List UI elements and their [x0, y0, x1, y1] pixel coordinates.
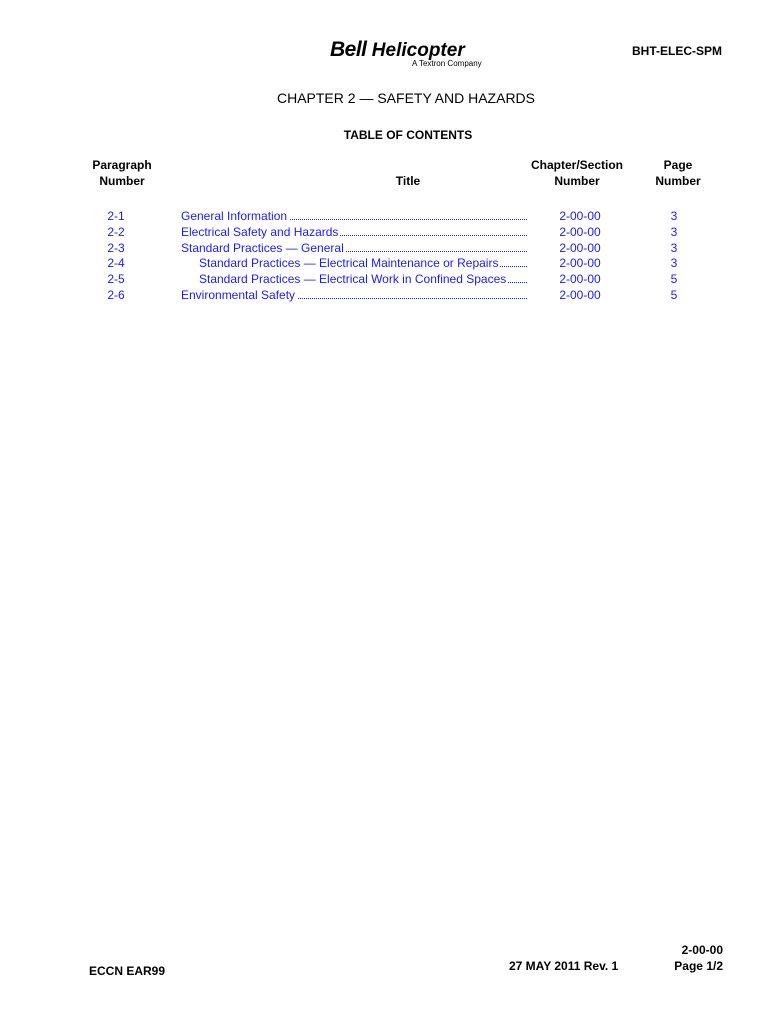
toc-paragraph-number: 2-6	[107, 288, 125, 302]
toc-title-link[interactable]	[199, 272, 527, 286]
logo-product: Helicopter	[371, 40, 465, 61]
footer-date-revision: 27 MAY 2011 Rev. 1	[509, 959, 619, 973]
toc-title-link[interactable]	[181, 241, 527, 255]
toc-row[interactable]	[0, 256, 768, 272]
toc-paragraph-number: 2-5	[107, 272, 125, 286]
toc-paragraph-number: 2-2	[107, 225, 125, 239]
toc-page-number[interactable]: 5	[670, 272, 678, 286]
toc-title-link[interactable]	[199, 256, 527, 270]
toc-paragraph-number: 2-1	[107, 209, 125, 223]
toc-page-number[interactable]: 3	[670, 225, 678, 239]
toc-row[interactable]	[0, 241, 768, 257]
toc-title-link[interactable]	[181, 209, 527, 223]
column-header-section-line2: Number	[554, 174, 600, 188]
column-header-page	[646, 157, 710, 189]
chapter-title: CHAPTER 2 — SAFETY AND HAZARDS	[276, 90, 535, 106]
toc-title-link[interactable]	[181, 288, 527, 302]
toc-row[interactable]	[0, 209, 768, 225]
toc-section-number[interactable]: 2-00-00	[559, 241, 601, 255]
toc-section-number[interactable]: 2-00-00	[559, 272, 601, 286]
footer-page-number: Page 1/2	[674, 959, 723, 973]
toc-page-number[interactable]: 3	[670, 209, 678, 223]
column-header-paragraph	[82, 157, 162, 189]
toc-paragraph-number: 2-4	[107, 256, 125, 270]
column-header-page-line2: Number	[655, 174, 701, 188]
toc-entry-title[interactable]: General Information	[181, 209, 288, 223]
footer-section: 2-00-00	[681, 943, 723, 957]
toc-page-number[interactable]: 5	[670, 288, 678, 302]
toc-entry-title[interactable]: Electrical Safety and Hazards	[181, 225, 339, 239]
column-header-paragraph-line1: Paragraph	[92, 158, 152, 172]
toc-section-number[interactable]: 2-00-00	[559, 225, 601, 239]
footer-eccn: ECCN EAR99	[89, 964, 166, 978]
toc-row[interactable]	[0, 272, 768, 288]
toc-row[interactable]	[0, 225, 768, 241]
column-header-title: Title	[395, 174, 421, 188]
toc-title: TABLE OF CONTENTS	[343, 128, 473, 142]
bell-helicopter-logo	[330, 38, 490, 72]
toc-row[interactable]	[0, 288, 768, 304]
toc-section-number[interactable]: 2-00-00	[559, 288, 601, 302]
column-header-section-line1: Chapter/Section	[530, 158, 623, 172]
toc-entry-title[interactable]: Environmental Safety	[181, 288, 296, 302]
toc-paragraph-number: 2-3	[107, 241, 125, 255]
toc-page-number[interactable]: 3	[670, 256, 678, 270]
toc-entry-title[interactable]: Standard Practices — Electrical Work in Confined Spaces	[199, 272, 507, 286]
column-header-paragraph-line2: Number	[99, 174, 145, 188]
toc-page-number[interactable]: 3	[670, 241, 678, 255]
toc-title-link[interactable]	[181, 225, 527, 239]
document-id: BHT-ELEC-SPM	[632, 44, 722, 58]
toc-section-number[interactable]: 2-00-00	[559, 256, 601, 270]
column-header-section	[521, 157, 633, 189]
logo-tagline: A Textron Company	[412, 59, 482, 68]
column-header-page-line1: Page	[663, 158, 693, 172]
logo-brand: Bell	[330, 38, 367, 61]
toc-entry-title[interactable]: Standard Practices — Electrical Maintenance or Repairs	[199, 256, 499, 270]
toc-section-number[interactable]: 2-00-00	[559, 209, 601, 223]
toc-entry-title[interactable]: Standard Practices — General	[181, 241, 344, 255]
